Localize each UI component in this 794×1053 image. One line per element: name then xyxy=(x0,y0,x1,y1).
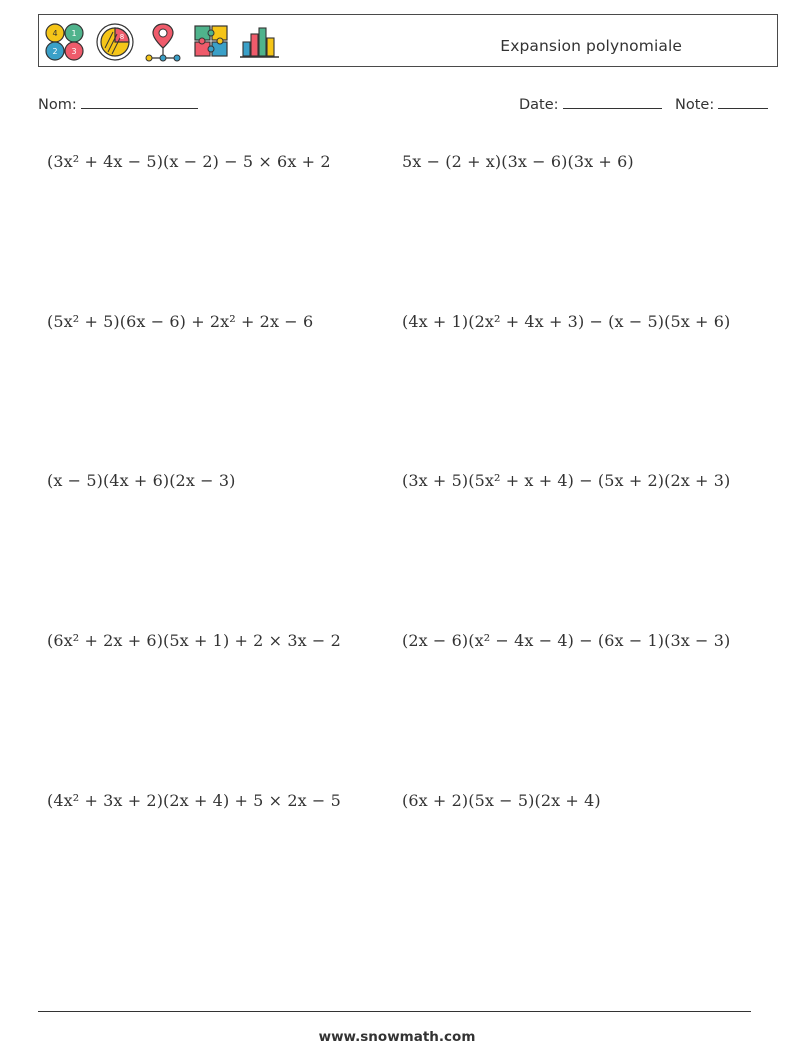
pie-digit: 8 xyxy=(119,33,125,41)
puzzle-numbers-icon xyxy=(43,20,87,64)
location-pin-icon xyxy=(143,20,183,64)
logo-digit: 4 xyxy=(52,29,58,38)
date-field xyxy=(519,94,662,113)
header-box xyxy=(38,14,778,67)
date-line xyxy=(563,94,662,109)
problem-3: (5x² + 5)(6x − 6) + 2x² + 2x − 6 xyxy=(47,312,314,331)
problem-8: (2x − 6)(x² − 4x − 4) − (6x − 1)(3x − 3) xyxy=(402,631,731,650)
jigsaw-puzzle-icon xyxy=(191,20,231,64)
problem-2: 5x − (2 + x)(3x − 6)(3x + 6) xyxy=(402,152,634,171)
problem-9: (4x² + 3x + 2)(2x + 4) + 5 × 2x − 5 xyxy=(47,791,341,810)
footer-divider xyxy=(38,1011,751,1012)
footer-url: www.snowmath.com xyxy=(318,1029,476,1045)
name-label: Nom: xyxy=(38,97,77,113)
logo-digit: 2 xyxy=(52,47,58,56)
logo-digit: 1 xyxy=(71,29,77,38)
logo-row xyxy=(43,20,281,64)
bar-chart-icon xyxy=(239,20,281,64)
note-field xyxy=(675,94,768,113)
problem-5: (x − 5)(4x + 6)(2x − 3) xyxy=(47,471,236,490)
name-line xyxy=(81,94,198,109)
logo-digit: 3 xyxy=(71,47,77,56)
worksheet-title: Expansion polynomiale xyxy=(500,37,682,55)
problem-6: (3x + 5)(5x² + x + 4) − (5x + 2)(2x + 3) xyxy=(402,471,731,490)
date-label: Date: xyxy=(519,97,559,113)
note-line xyxy=(718,94,768,109)
problem-10: (6x + 2)(5x − 5)(2x + 4) xyxy=(402,791,601,810)
problem-1: (3x² + 4x − 5)(x − 2) − 5 × 6x + 2 xyxy=(47,152,331,171)
problem-4: (4x + 1)(2x² + 4x + 3) − (x − 5)(5x + 6) xyxy=(402,312,731,331)
note-label: Note: xyxy=(675,97,715,113)
pie-chart-icon xyxy=(95,20,135,64)
name-field xyxy=(38,94,198,113)
problem-7: (6x² + 2x + 6)(5x + 1) + 2 × 3x − 2 xyxy=(47,631,341,650)
